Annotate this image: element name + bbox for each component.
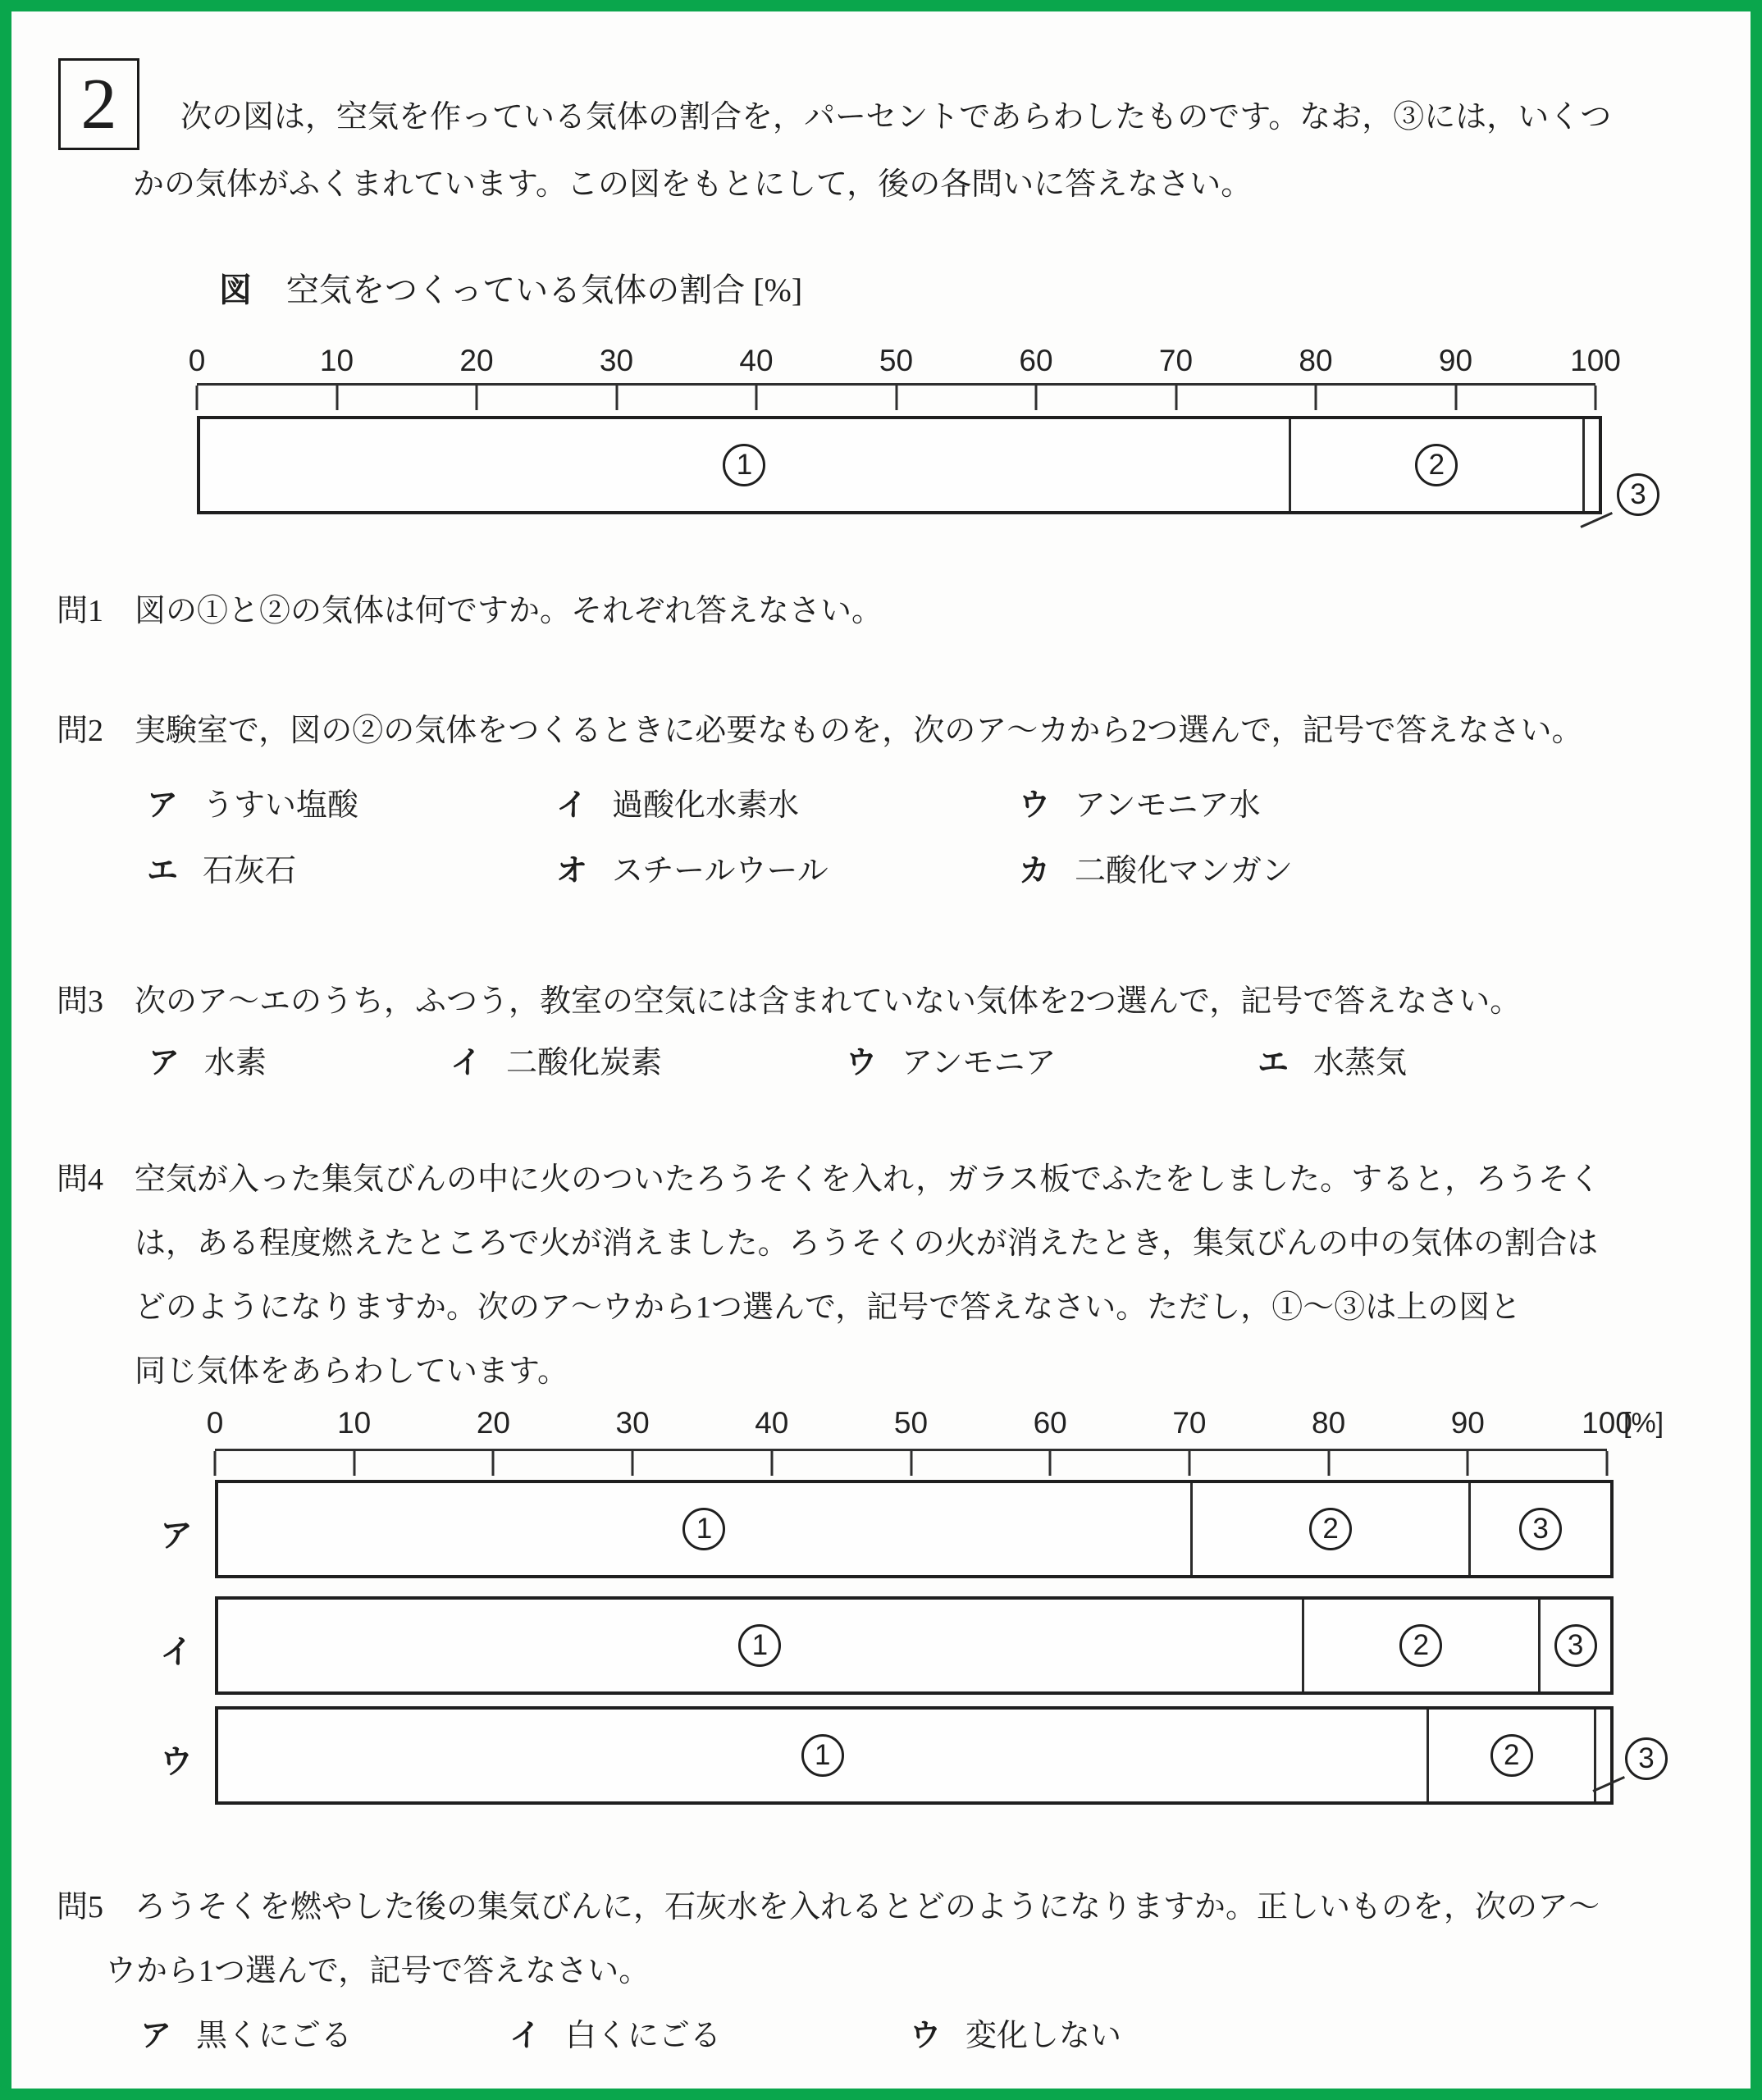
- axis-tick-label: 10: [337, 1406, 372, 1440]
- option-text: 水蒸気: [1313, 1046, 1408, 1080]
- option-e: [1258, 1042, 1407, 1084]
- question-4: [57, 1148, 1742, 1404]
- axis-tick-mark: [910, 1451, 912, 1476]
- axis-tick-label: 100: [1570, 344, 1621, 377]
- circled-number-1: 1: [801, 1734, 844, 1777]
- axis-tick-mark: [1595, 386, 1597, 410]
- bar-segment-2: [1429, 1710, 1596, 1801]
- axis-unit-label: [%]: [1623, 1408, 1664, 1439]
- bar-segment-2: [1193, 1483, 1471, 1575]
- axis-tick-mark: [1188, 1451, 1190, 1476]
- option-text: 石灰石: [203, 854, 297, 888]
- question-3: [57, 970, 1742, 1034]
- axis-tick-label: 90: [1438, 344, 1473, 377]
- question-3-options: [148, 1042, 1407, 1084]
- air-composition-bar: [197, 416, 1602, 514]
- option-i: [509, 2015, 910, 2057]
- bar-segment-nitrogen: [200, 419, 1291, 511]
- circled-number-3: 3: [1554, 1624, 1597, 1667]
- option-a: [147, 784, 556, 827]
- axis-tick-mark: [1049, 1451, 1052, 1476]
- figure1-title: [219, 264, 802, 311]
- axis-tick-mark: [1315, 386, 1317, 410]
- axis-tick-mark: [1467, 1451, 1469, 1476]
- axis-tick-mark: [214, 1451, 217, 1476]
- option-text: アンモニア: [902, 1046, 1057, 1080]
- option-marker: イ: [450, 1046, 482, 1080]
- option-i: [556, 784, 1019, 827]
- axis-tick-label: 20: [459, 344, 494, 377]
- bar-segment-1: [218, 1600, 1304, 1691]
- axis-tick-label: 10: [319, 344, 354, 377]
- question-text: 次のア～エのうち，ふつう，教室の空気には含まれていない気体を2つ選んで，記号で答えなさい。: [135, 984, 1522, 1019]
- axis-tick-mark: [492, 1451, 495, 1476]
- question-text: ウから1つ選んで，記号で答えなさい。: [105, 1954, 650, 1988]
- option-marker: ア: [147, 788, 179, 823]
- axis-tick-mark: [770, 1451, 773, 1476]
- axis-ruler: [215, 1449, 1607, 1476]
- bar-segment-1: [218, 1710, 1429, 1801]
- option-marker: イ: [509, 2019, 541, 2053]
- option-a: [140, 2015, 509, 2057]
- option-text: 水素: [204, 1046, 267, 1080]
- intro-line: 次の図は，空気を作っている気体の割合を，パーセントであらわしたものです。なお，③には，いくつ: [180, 100, 1612, 135]
- axis-tick-mark: [336, 386, 338, 410]
- question-label: 問1: [57, 594, 104, 628]
- option-u: [1019, 784, 1293, 827]
- option-u: [910, 2015, 1121, 2057]
- option-text: スチールウール: [612, 854, 829, 888]
- option-e: [147, 850, 556, 892]
- circled-number-2: 2: [1490, 1734, 1533, 1777]
- option-marker: エ: [1258, 1046, 1290, 1080]
- option-marker: エ: [147, 854, 179, 888]
- axis-tick-mark: [1606, 1451, 1609, 1476]
- question-text: 空気が入った集気びんの中に火のついたろうそくを入れ，ガラス板でふたをしました。すると，ろうそく: [135, 1162, 1601, 1197]
- question-text: 実験室で，図の②の気体をつくるときに必要なものを，次のア～カから2つ選んで，記号で答えなさい。: [135, 714, 1583, 748]
- option-a: [148, 1042, 450, 1084]
- axis-tick-label: 80: [1299, 344, 1333, 377]
- intro-paragraph: [133, 84, 1762, 218]
- callout-line: [1580, 512, 1613, 528]
- circled-number-3: 3: [1519, 1508, 1562, 1550]
- problem-number-box: [58, 58, 139, 150]
- option-marker: ア: [148, 1046, 180, 1080]
- option-marker: ア: [140, 2019, 172, 2053]
- axis-tick-label: 70: [1172, 1406, 1207, 1440]
- circled-number-3-outside: 3: [1625, 1737, 1668, 1780]
- question-text: どのようになりますか。次のア～ウから1つ選んで，記号で答えなさい。ただし，①～③は上の図と: [135, 1290, 1522, 1325]
- question-2-options: [147, 784, 1293, 892]
- question-label: 問3: [57, 984, 104, 1019]
- axis-tick-label: 30: [599, 344, 634, 377]
- circled-number-3-outside: 3: [1617, 473, 1659, 516]
- answer-bar-i: [160, 1596, 1614, 1695]
- question-label: 問4: [57, 1162, 104, 1197]
- bar-segment-2: [1304, 1600, 1541, 1691]
- problem-number: 2: [80, 64, 117, 144]
- figure1-chart: [188, 344, 1646, 573]
- figure-marker: 図: [219, 272, 252, 308]
- figure2-chart: [160, 1406, 1664, 1816]
- axis-tick-label: 20: [476, 1406, 510, 1440]
- bar-row-label: イ: [160, 1634, 193, 1670]
- option-o: [556, 850, 1019, 892]
- question-5-options: [140, 2015, 1121, 2057]
- axis-tick-label: 30: [615, 1406, 650, 1440]
- axis-tick-label: 60: [1019, 344, 1053, 377]
- option-u: [846, 1042, 1258, 1084]
- figure1-title-text: 空気をつくっている気体の割合 [%]: [286, 272, 803, 308]
- circled-number-1: 1: [682, 1508, 725, 1550]
- axis-tick-label: 50: [879, 344, 914, 377]
- option-text: 黒くにごる: [196, 2019, 353, 2053]
- option-text: うすい塩酸: [203, 788, 359, 823]
- axis-tick-mark: [1327, 1451, 1330, 1476]
- option-text: アンモニア水: [1075, 788, 1261, 823]
- intro-line: かの気体がふくまれています。この図をもとにして，後の各問いに答えなさい。: [133, 167, 1253, 202]
- axis-tick-label: 40: [755, 1406, 789, 1440]
- question-text: 同じ気体をあらわしています。: [135, 1354, 568, 1389]
- axis-tick-label: 0: [188, 344, 206, 377]
- bar-segment-other: [1585, 419, 1599, 511]
- option-text: 二酸化炭素: [506, 1046, 663, 1080]
- option-marker: ウ: [910, 2019, 942, 2053]
- circled-number-2: 2: [1399, 1624, 1442, 1667]
- axis-tick-label: 100: [1582, 1406, 1632, 1440]
- axis-tick-label: 70: [1158, 344, 1194, 377]
- axis-tick-mark: [895, 386, 897, 410]
- axis-ruler: [197, 383, 1595, 410]
- axis-tick-label: 0: [206, 1406, 224, 1440]
- answer-bar-u: [160, 1706, 1614, 1805]
- axis-tick-label: 50: [893, 1406, 929, 1440]
- question-text: は，ある程度燃えたところで火が消えました。ろうそくの火が消えたとき，集気びんの中の気体の割合は: [135, 1226, 1599, 1261]
- option-ka: [1019, 850, 1293, 892]
- option-marker: ウ: [1019, 788, 1051, 823]
- axis-tick-mark: [755, 386, 758, 410]
- axis-tick-mark: [476, 386, 478, 410]
- axis-tick-label: 80: [1312, 1406, 1346, 1440]
- axis-tick-mark: [632, 1451, 634, 1476]
- option-text: 二酸化マンガン: [1075, 854, 1294, 888]
- option-marker: イ: [556, 788, 588, 823]
- axis-tick-mark: [353, 1451, 355, 1476]
- option-marker: オ: [556, 854, 588, 888]
- axis-tick-mark: [615, 386, 618, 410]
- question-label: 問5: [57, 1890, 104, 1924]
- option-marker: ウ: [846, 1046, 878, 1080]
- bar-row-label: ア: [160, 1518, 193, 1554]
- option-text: 過酸化水素水: [612, 788, 800, 823]
- circled-number-1: 1: [738, 1624, 781, 1667]
- option-text: 白くにごる: [565, 2019, 722, 2053]
- question-label: 問2: [57, 714, 104, 748]
- bar-segment-3: [1541, 1600, 1610, 1691]
- bar-segment-oxygen: [1291, 419, 1585, 511]
- axis-tick-label: 90: [1450, 1406, 1485, 1440]
- axis-tick-mark: [1454, 386, 1457, 410]
- bar-row-label: ウ: [160, 1744, 193, 1780]
- circled-number-2: 2: [1309, 1508, 1352, 1550]
- question-2: [57, 699, 1742, 763]
- axis-tick-mark: [1175, 386, 1177, 410]
- question-5: [57, 1875, 1742, 2003]
- bar-segment-3: [1471, 1483, 1610, 1575]
- answer-bar-a: [160, 1480, 1614, 1578]
- circled-number-2: 2: [1415, 444, 1458, 486]
- axis-tick-label: 40: [739, 344, 774, 377]
- axis-tick-label: 60: [1033, 1406, 1067, 1440]
- axis-tick-mark: [1035, 386, 1038, 410]
- circled-number-1: 1: [723, 444, 765, 486]
- bar-segment-1: [218, 1483, 1193, 1575]
- question-text: 図の①と②の気体は何ですか。それぞれ答えなさい。: [135, 594, 883, 628]
- option-marker: カ: [1019, 854, 1051, 888]
- question-1: [57, 579, 1742, 643]
- question-text: ろうそくを燃やした後の集気びんに，石灰水を入れるとどのようになりますか。正しいものを，次のア～: [135, 1890, 1600, 1924]
- axis-tick-mark: [196, 386, 199, 410]
- option-text: 変化しない: [965, 2019, 1122, 2053]
- option-i: [450, 1042, 846, 1084]
